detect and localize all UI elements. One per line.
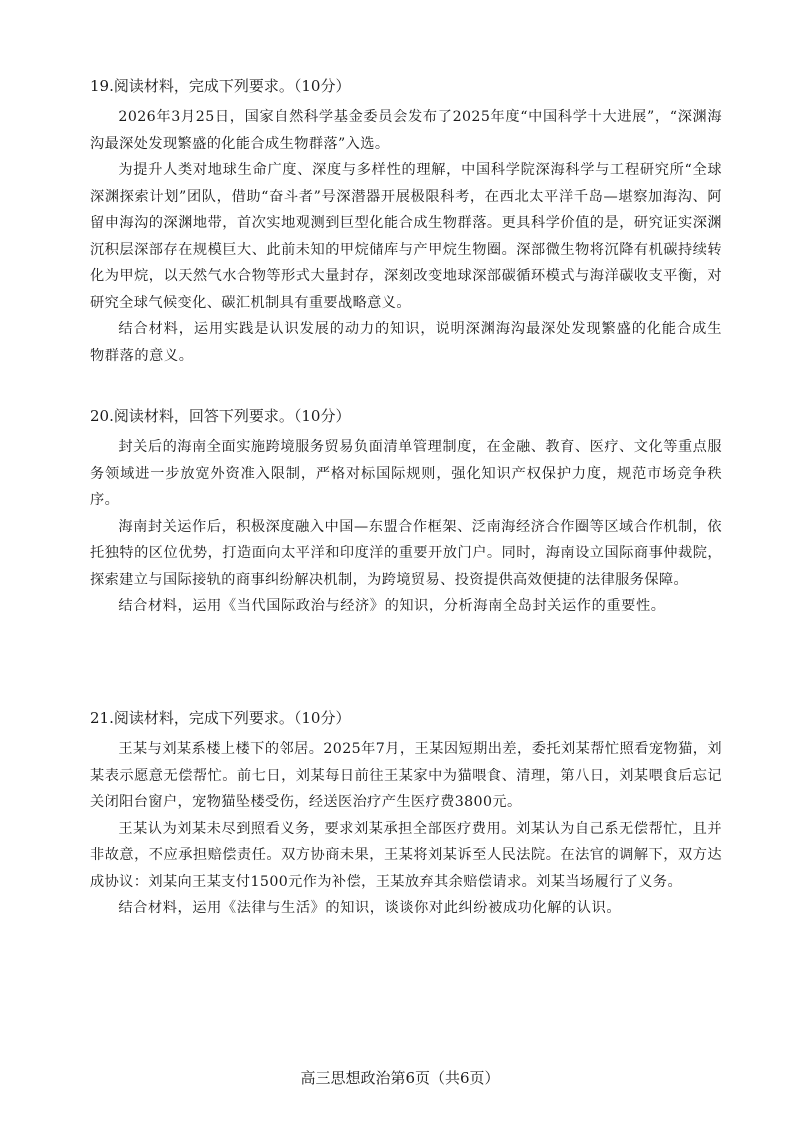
question-heading: 21.阅读材料，完成下列要求。（10分） <box>90 709 351 727</box>
page-footer: 高三思想政治第6页（共6页） <box>300 1069 500 1087</box>
material-paragraph: 海南封关运作后，积极深度融入中国—东盟合作框架、泛南海经济合作圈等区域合作机制，依托独特的区位优势，打造面向太平洋和印度洋的重要开放门户。同时，海南设立国际商事仲裁院，探索建立与国际接轨的商事纠纷解决机制，为跨境贸易、投资提供高效便捷的法律服务保障。 <box>90 518 722 588</box>
task-paragraph: 结合材料，运用实践是认识发展的动力的知识，说明深渊海沟最深处发现繁盛的化能合成生物群落的意义。 <box>90 321 722 364</box>
material-paragraph: 王某认为刘某未尽到照看义务，要求刘某承担全部医疗费用。刘某认为自己系无偿帮忙，且并非故意，不应承担赔偿责任。双方协商未果，王某将刘某诉至人民法院。在法官的调解下，双方达成协议：刘某向王某支付1500元作为补偿，王某放弃其余赔偿请求。刘某当场履行了义务。 <box>90 820 722 890</box>
question-21 <box>90 706 722 922</box>
material-paragraph: 为提升人类对地球生命广度、深度与多样性的理解，中国科学院深海科学与工程研究所“全球深渊探索计划”团队，借助“奋斗者”号深潜器开展极限科考，在西北太平洋千岛—堪察加海沟、阿留申海沟的深渊地带，首次实地观测到巨型化能合成生物群落。更具科学价值的是，研究证实深渊沉积层深部存在规模巨大、此前未知的甲烷储库与产甲烷生物圈。深部微生物将沉降有机碳持续转化为甲烷，以天然气水合物等形式大量封存，深刻改变地球深部碳循环模式与海洋碳收支平衡，对研究全球气候变化、碳汇机制具有重要战略意义。 <box>90 162 722 311</box>
task-paragraph: 结合材料，运用《法律与生活》的知识，谈谈你对此纠纷被成功化解的认识。 <box>118 900 622 916</box>
material-paragraph: 王某与刘某系楼上楼下的邻居。2025年7月，王某因短期出差，委托刘某帮忙照看宠物猫，刘某表示愿意无偿帮忙。前七日，刘某每日前往王某家中为猫喂食、清理，第八日，刘某喂食后忘记关闭阳台窗户，宠物猫坠楼受伤，经送医治疗产生医疗费3800元。 <box>90 741 722 810</box>
material-paragraph: 封关后的海南全面实施跨境服务贸易负面清单管理制度，在金融、教育、医疗、文化等重点服务领域进一步放宽外资准入限制，严格对标国际规则，强化知识产权保护力度，规范市场竞争秩序。 <box>90 439 722 508</box>
question-19 <box>90 74 722 369</box>
task-paragraph: 结合材料，运用《当代国际政治与经济》的知识，分析海南全岛封关运作的重要性。 <box>118 598 666 614</box>
question-heading: 19.阅读材料，完成下列要求。（10分） <box>90 77 351 95</box>
material-paragraph: 2026年3月25日，国家自然科学基金委员会发布了2025年度“中国科学十大进展”，“深渊海沟最深处发现繁盛的化能合成生物群落”入选。 <box>90 109 722 152</box>
question-20 <box>90 404 722 620</box>
question-heading: 20.阅读材料，回答下列要求。（10分） <box>90 407 351 425</box>
